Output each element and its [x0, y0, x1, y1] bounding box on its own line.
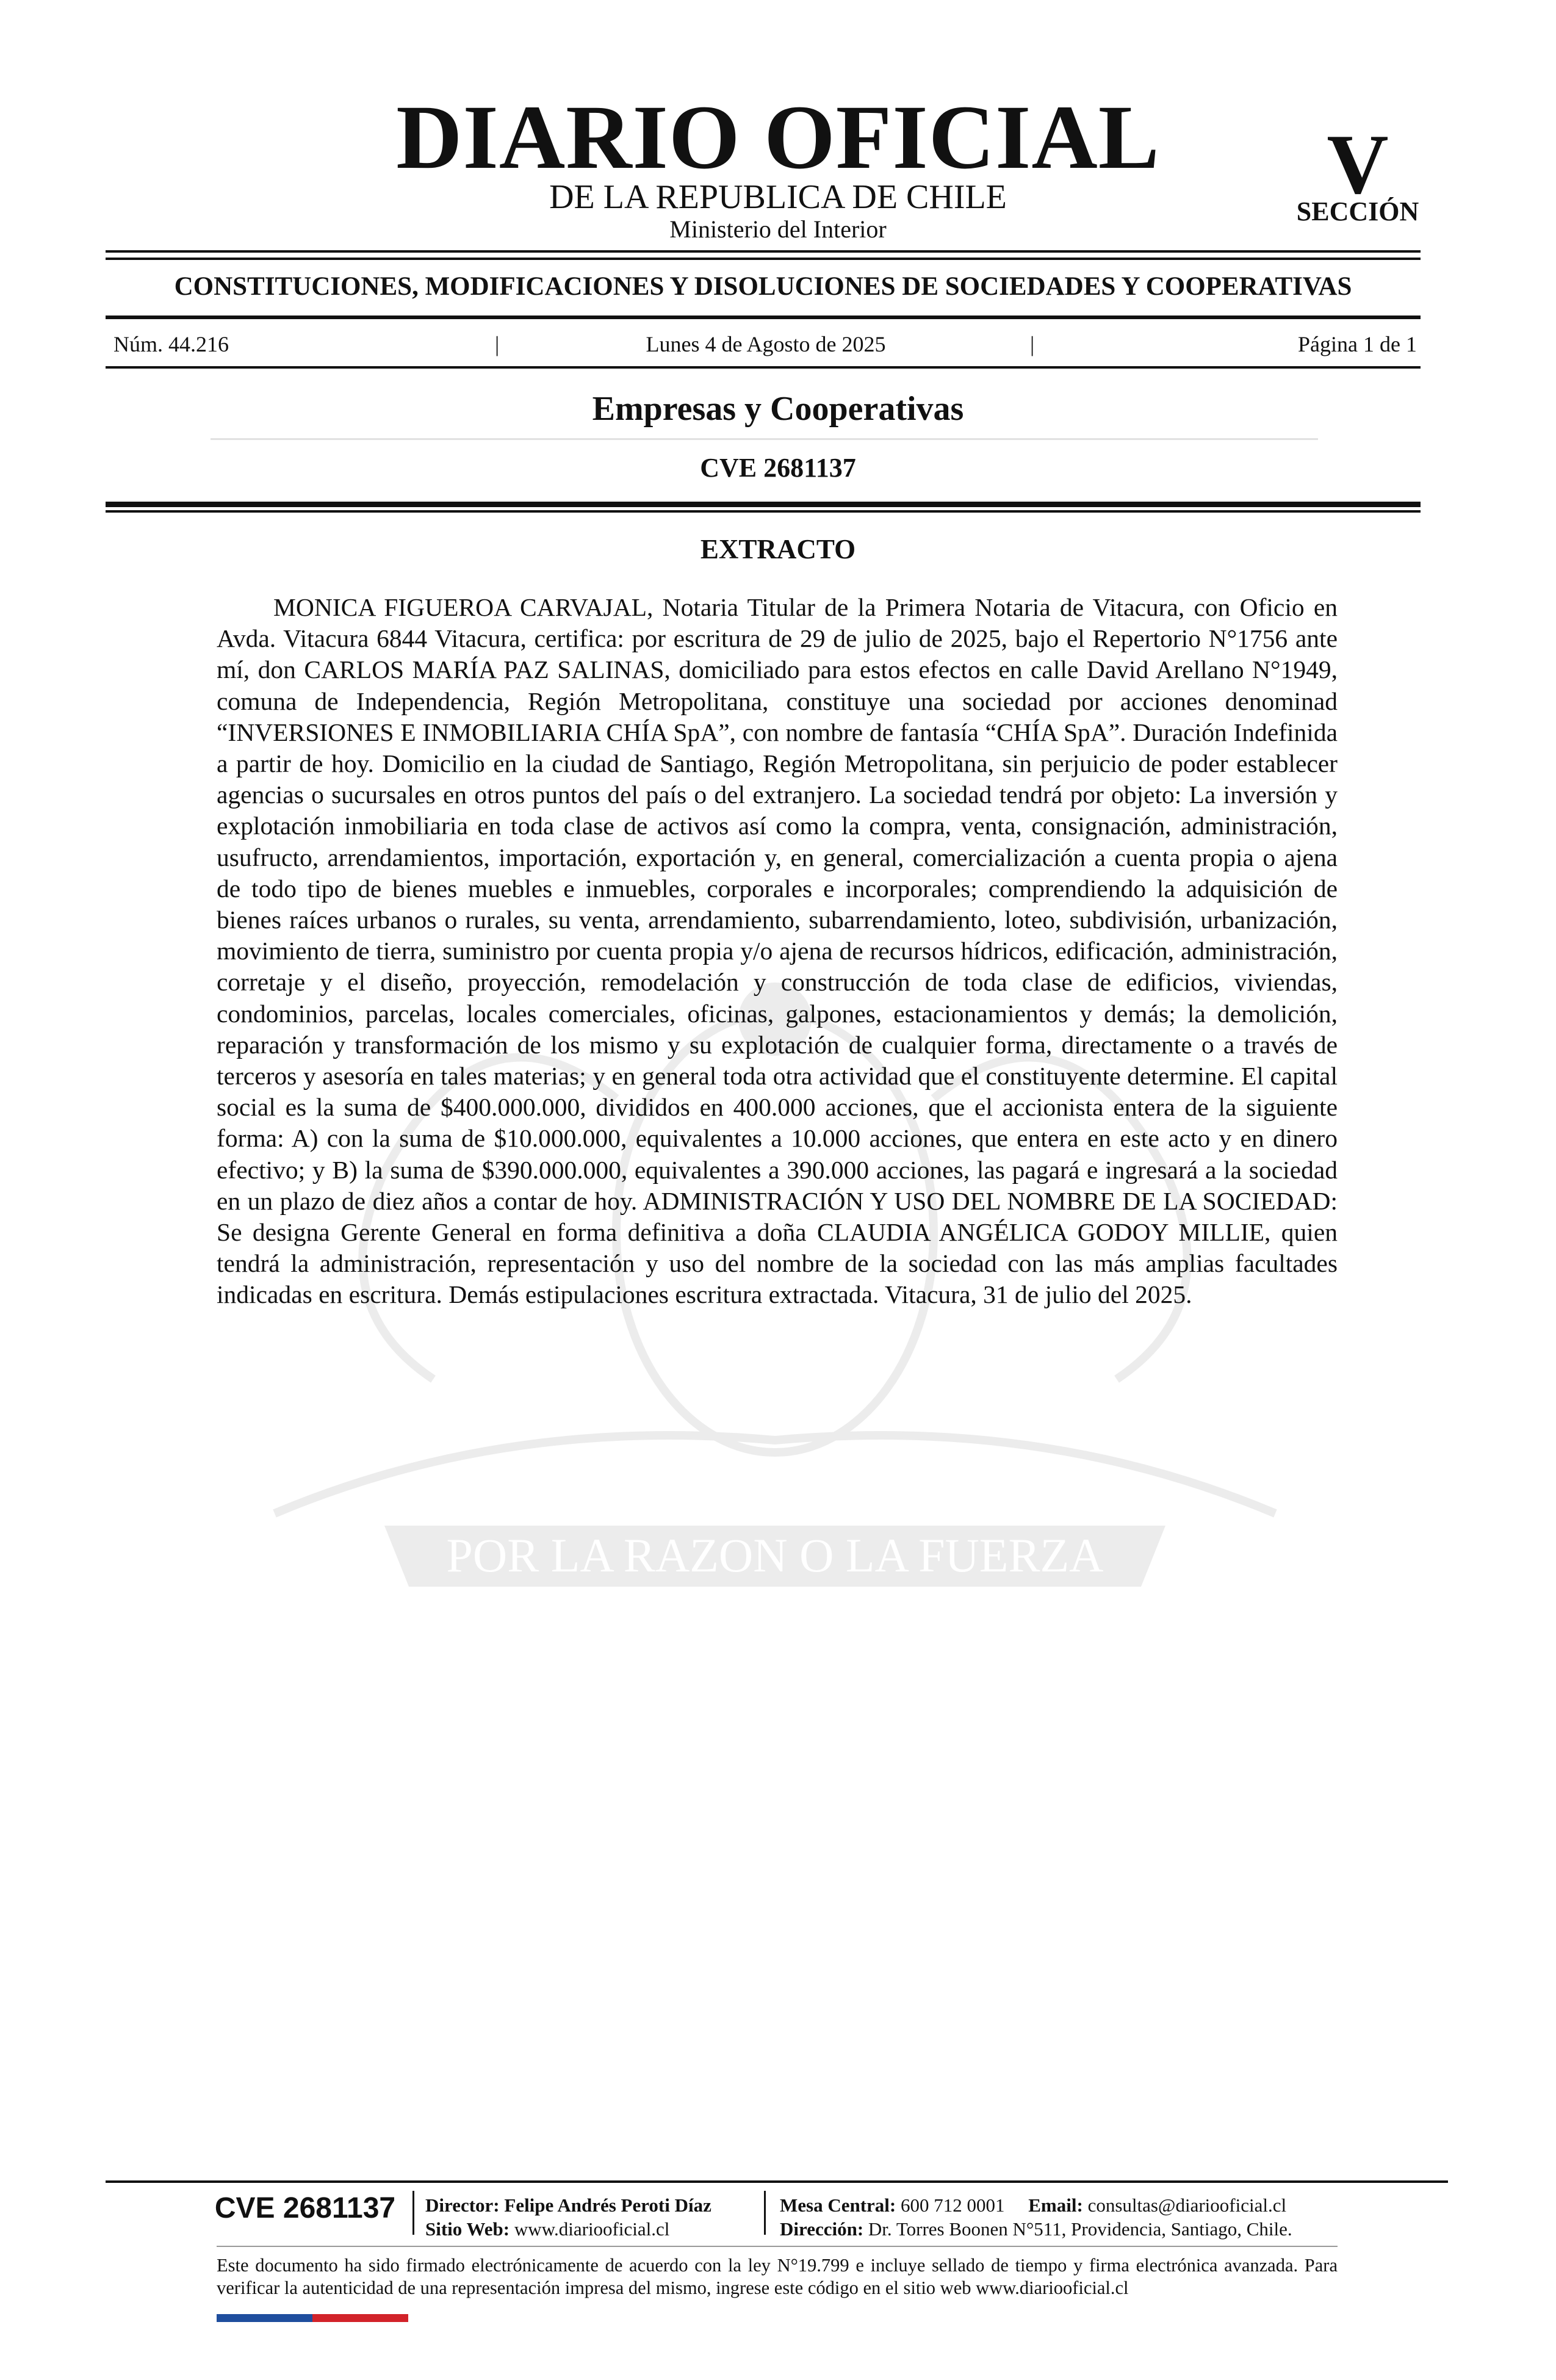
- footer-cve-code: CVE 2681137: [214, 2192, 396, 2224]
- issue-number: Núm. 44.216: [113, 332, 229, 356]
- footer-divider: [412, 2191, 414, 2235]
- phone-number: 600 712 0001: [901, 2194, 1005, 2216]
- ministry-label: Ministerio del Interior: [669, 215, 887, 243]
- footer-director: [425, 2196, 711, 2215]
- footer-rule: [217, 2246, 1338, 2247]
- category-heading: Empresas y Cooperativas: [592, 390, 964, 428]
- email-label: Email:: [1028, 2194, 1083, 2216]
- masthead-title: DIARIO OFICIAL: [396, 87, 1160, 188]
- address-text: Dr. Torres Boonen N°511, Providencia, Santiago, Chile.: [868, 2218, 1292, 2240]
- document-body: MONICA FIGUEROA CARVAJAL, Notaria Titular de la Primera Notaria de Vitacura, con Oficio en Avda. Vitacura 6844 Vitacura, certifica: por escritura de 29 de julio de 2025, bajo el Repertorio N°1756 ante mí, don CARLOS MARÍA PAZ SALINAS, domiciliado para estos efectos en calle David Arellano N°1949, comuna de Independencia, Región Metropolitana, constituye una sociedad por acciones denominad “INVERSIONES E INMOBILIARIA CHÍA SpA”, con nombre de fantasía “CHÍA SpA”. Duración Indefinida a partir de hoy. Domicilio en la ciudad de Santiago, Región Metropolitana, sin perjuicio de poder establecer agencias o sucursales en otros puntos del país o del extranjero. La sociedad tendrá por objeto: La inversión y explotación inmobiliaria en toda clase de activos así como la compra, venta, consignación, administración, usufructo, arrendamientos, importación, exportación y, en general, comercialización a cuenta propia o ajena de todo tipo de bienes muebles e inmuebles, corporales e incorporales; comprendiendo la adquisición de bienes raíces urbanos o rurales, su venta, arrendamiento, subarrendamiento, loteo, subdivisión, urbanización, movimiento de tierra, suministro por cuenta propia y/o ajena de recursos hídricos, edificación, administración, corretaje y el diseño, proyección, remodelación y construcción de toda clase de edificios, viviendas, condominios, parcelas, locales comerciales, oficinas, galpones, estacionamientos y demás; la demolición, reparación y transformación de los mismo y su explotación de cualquier forma, directamente o a través de terceros y asesoría en tales materias; y en general toda otra actividad que el constituyente determine. El capital social es la suma de $400.000.000, divididos en 400.000 acciones, que el accionista entera de la siguiente forma: A) con la suma de $10.000.000, equivalentes a 10.000 acciones, que entera en este acto y en dinero efectivo; y B) la suma de $390.000.000, equivalentes a 390.000 acciones, las pagará e ingresará a la sociedad en un plazo de diez años a contar de hoy. ADMINISTRACIÓN Y USO DEL NOMBRE DE LA SOCIEDAD: Se designa Gerente General en forma definitiva a doña CLAUDIA ANGÉLICA GODOY MILLIE, quien tendrá la administración, representación y uso del nombre de la sociedad con las más amplias facultades indicadas en escritura. Demás estipulaciones escritura extractada. Vitacura, 31 de julio del 2025.: [217, 593, 1338, 1309]
- footer-website: [425, 2220, 669, 2238]
- section-label: SECCIÓN: [1296, 197, 1419, 226]
- meta-separator: |: [495, 332, 500, 356]
- section-letter: V: [1327, 117, 1389, 212]
- footer-address: [780, 2220, 1292, 2238]
- section-title: CONSTITUCIONES, MODIFICACIONES Y DISOLUCIONES DE SOCIEDADES Y COOPERATIVAS: [174, 272, 1352, 301]
- website-label: Sitio Web:: [425, 2218, 510, 2240]
- section-rule: [106, 316, 1421, 319]
- footer-rule: [106, 2180, 1448, 2183]
- page-indicator: Página 1 de 1: [1298, 332, 1417, 356]
- footer-disclaimer: Este documento ha sido firmado electrónicamente de acuerdo con la ley N°19.799 e incluye sellado de tiempo y firma electrónica avanzada. Para verificar la autenticidad de una representación impresa del mismo, ingrese este código en el sitio web www.diariooficial.cl: [217, 2255, 1338, 2298]
- flag-stripe-blue: [217, 2314, 312, 2322]
- document-heading: EXTRACTO: [700, 534, 856, 564]
- header-rule: [106, 250, 1421, 253]
- category-rule: [211, 438, 1318, 440]
- meta-rule: [106, 366, 1421, 369]
- director-label: Director:: [425, 2194, 500, 2216]
- meta-separator: |: [1030, 332, 1035, 356]
- header-rule: [106, 258, 1421, 260]
- cve-code: CVE 2681137: [700, 453, 856, 483]
- masthead-subtitle: DE LA REPUBLICA DE CHILE: [549, 178, 1007, 216]
- website-link[interactable]: www.diariooficial.cl: [514, 2218, 670, 2240]
- document-rule: [106, 502, 1421, 507]
- phone-label: Mesa Central:: [780, 2194, 896, 2216]
- address-label: Dirección:: [780, 2218, 864, 2240]
- flag-stripe-red: [312, 2314, 408, 2322]
- watermark-motto: POR LA RAZON O LA FUERZA: [446, 1529, 1104, 1582]
- issue-date: Lunes 4 de Agosto de 2025: [646, 332, 886, 356]
- email-link[interactable]: consultas@diariooficial.cl: [1087, 2194, 1287, 2216]
- document-rule: [106, 510, 1421, 513]
- footer-divider: [764, 2191, 766, 2235]
- director-name: Felipe Andrés Peroti Díaz: [504, 2194, 711, 2216]
- footer-contact: [780, 2196, 1286, 2215]
